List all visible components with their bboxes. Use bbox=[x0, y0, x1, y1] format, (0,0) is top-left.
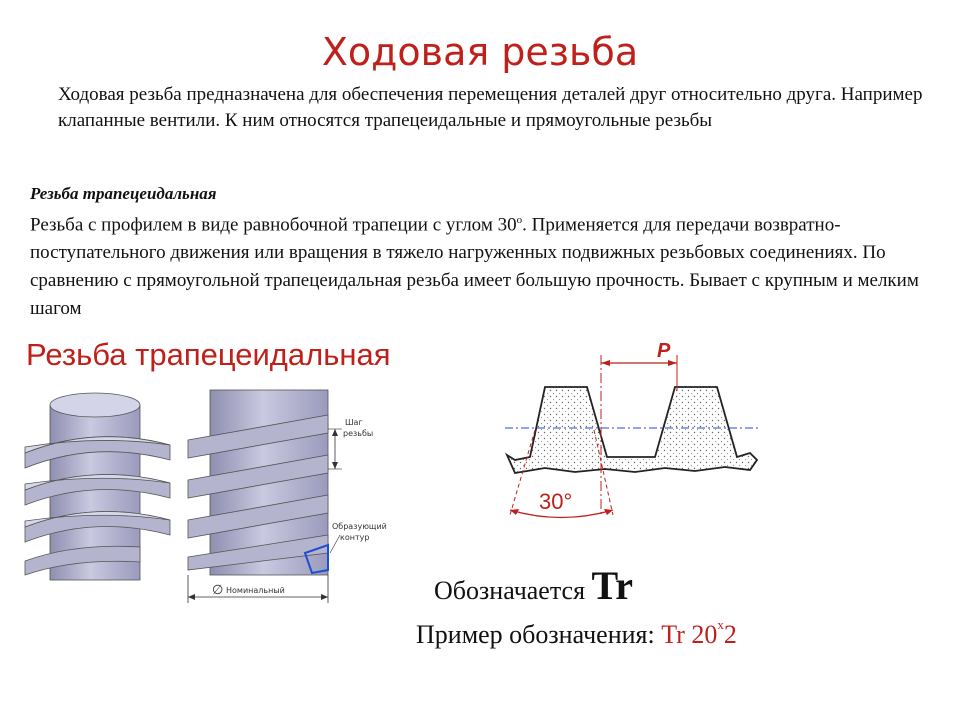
trap-text-end: . Применяется для передачи возвратно-поступательного движения или вращения в тяжело нагруженных подвижных резьбовых соединениях. По сравнению с прямоугольной трапецеидальная резьба имеет большую прочность. Бывает с крупным и мелким шагом bbox=[30, 214, 919, 320]
angle-label: 30° bbox=[539, 489, 573, 514]
trapezoidal-description bbox=[30, 206, 940, 323]
example-code-x: x bbox=[717, 617, 724, 633]
diameter-symbol: ∅ bbox=[212, 583, 224, 598]
intro-paragraph: Ходовая резьба предназначена для обеспечения перемещения деталей друг относительно друга. Например клапанные вентили. К ним относятся трапецеидальные и прямоугольные резьбы bbox=[58, 84, 923, 131]
pitch-label-line2: резьбы bbox=[343, 429, 374, 438]
section-title: Резьба трапецеидальная bbox=[26, 337, 391, 372]
example-prefix: Пример обозначения: bbox=[416, 620, 662, 649]
helix-3d-illustration bbox=[20, 385, 180, 585]
trap-text-start: Резьба с профилем в виде равнобочной трапеции с углом 30 bbox=[30, 214, 517, 236]
designation-prefix: Обозначается bbox=[434, 576, 592, 605]
trapezoidal-heading: Резьба трапецеидальная bbox=[30, 184, 217, 203]
degree-sup: о bbox=[516, 214, 523, 226]
screw-illustration bbox=[180, 385, 395, 610]
pitch-label-line1: Шаг bbox=[345, 418, 363, 427]
profile-label-line2: контур bbox=[340, 533, 370, 542]
example-code-start: Tr 20 bbox=[661, 620, 718, 649]
profile-label-line1: Образующий bbox=[332, 522, 387, 531]
example-code-end: 2 bbox=[723, 620, 737, 649]
diameter-label: Номинальный bbox=[226, 586, 285, 595]
page-title: Ходовая резьба bbox=[321, 30, 639, 74]
designation-code: Tr bbox=[591, 563, 633, 608]
example-line bbox=[416, 617, 737, 650]
pitch-p-label: P bbox=[657, 340, 671, 362]
designation-line bbox=[434, 562, 633, 609]
thread-profile-diagram bbox=[495, 335, 765, 525]
